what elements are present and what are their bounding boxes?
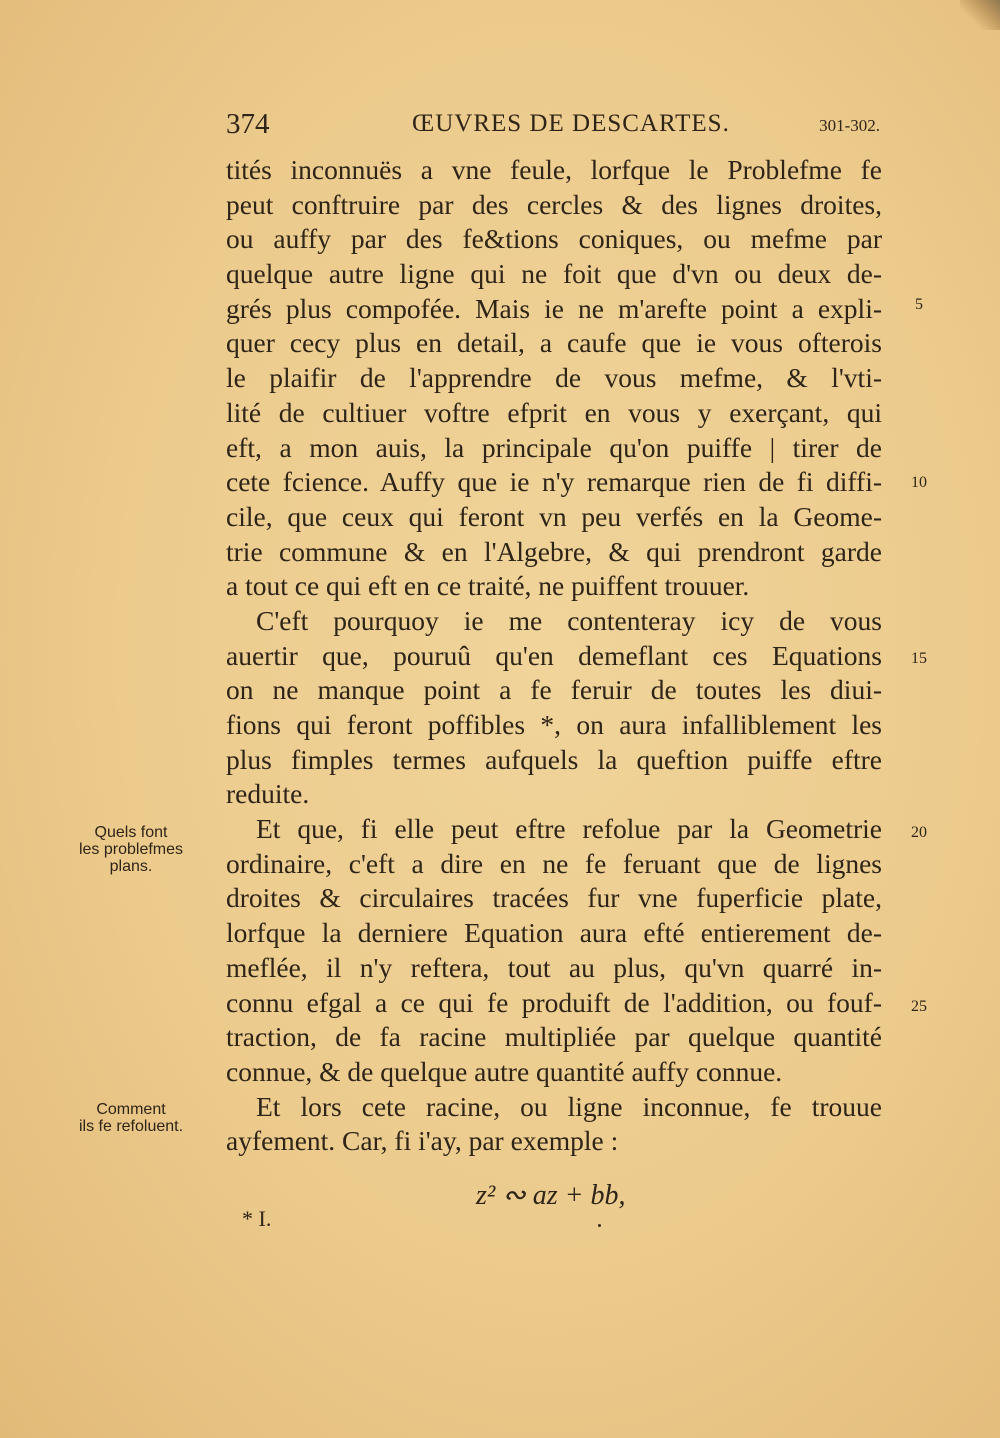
- margin-note-line: Comment: [96, 1101, 166, 1118]
- text-line: Et lors cete racine, ou ligne inconnue, fe trouue: [256, 1090, 882, 1122]
- text-line: cete fcience. Auffy que ie n'y remarque rien de fi diffi-: [226, 466, 882, 498]
- page-number: 374: [226, 108, 270, 140]
- text-line: droites & circulaires tracées fur vne fuperficie plate,: [226, 882, 882, 914]
- text-line: a tout ce qui eft en ce traité, ne puiffent trouuer.: [226, 570, 750, 602]
- text-line: quelque autre ligne qui ne foit que d'vn ou deux de-: [226, 258, 882, 290]
- body-text: [226, 153, 882, 1159]
- line-number-5: 5: [915, 296, 923, 313]
- line-number-20: 20: [911, 824, 927, 841]
- text-line: grés plus compofée. Mais ie ne m'arefte point a expli-: [226, 292, 882, 324]
- text-line: eft, a mon auis, la principale qu'on puiffe | tirer de: [226, 431, 882, 463]
- text-line: quer cecy plus en detail, a caufe que ie vous ofterois: [226, 327, 882, 359]
- line-number-25: 25: [911, 998, 927, 1015]
- text-line: reduite.: [226, 778, 310, 810]
- margin-note-solutions: [48, 1101, 214, 1135]
- page-corner-shadow: [960, 0, 1000, 30]
- text-line: Et que, fi elle peut eftre refolue par la Geometrie: [256, 813, 882, 845]
- running-title: ŒUVRES DE DESCARTES.: [412, 110, 730, 137]
- running-header: [226, 108, 886, 144]
- margin-note-line: Quels font: [94, 824, 168, 841]
- text-line: ordinaire, c'eft a dire en ne fe feruant que de lignes: [226, 847, 882, 879]
- text-line: plus fimples termes aufquels la queftion puiffe eftre: [226, 743, 882, 775]
- margin-note-line: plans.: [109, 858, 153, 875]
- text-line: trie commune & en l'Algebre, & qui prendront garde: [226, 535, 882, 567]
- margin-note-line: ils fe refoluent.: [78, 1118, 184, 1135]
- text-line: on ne manque point a fe feruir de toutes les diui-: [226, 674, 882, 706]
- text-line: ayfement. Car, fi i'ay, par exemple :: [226, 1125, 619, 1157]
- text-line: cile, que ceux qui feront vn peu verfés en la Geome-: [226, 500, 882, 532]
- footnote: * I.: [242, 1206, 272, 1231]
- text-line: meflée, il n'y reftera, tout au plus, qu'vn quarré in-: [226, 951, 882, 983]
- text-line: auertir que, pouruû qu'en demeflant ces Equations: [226, 639, 882, 671]
- margin-note-problems: [48, 824, 214, 875]
- text-line: connu efgal a ce qui fe produift de l'addition, ou fouf-: [226, 986, 882, 1018]
- line-number-10: 10: [911, 474, 927, 491]
- equation: z² ∾ az + bb,: [476, 1180, 626, 1211]
- line-number-15: 15: [911, 650, 927, 667]
- text-line: lité de cultiuer voftre efprit en vous y exerçant, qui: [226, 396, 882, 428]
- margin-note-line: les problefmes: [78, 841, 184, 858]
- text-line: le plaifir de l'apprendre de vous mefme, & l'vti-: [226, 362, 882, 394]
- text-line: peut conftruire par des cercles & des lignes droites,: [226, 188, 882, 220]
- edition-reference: 301-302.: [819, 116, 880, 135]
- text-line: connue, & de quelque autre quantité auffy connue.: [226, 1055, 783, 1087]
- text-line: ou auffy par des fe&tions coniques, ou mefme par: [226, 223, 882, 255]
- text-line: traction, de fa racine multipliée par quelque quantité: [226, 1021, 882, 1053]
- text-line: C'eft pourquoy ie me contenteray icy de vous: [256, 604, 882, 636]
- text-line: lorfque la derniere Equation aura efté entierement de-: [226, 917, 882, 949]
- text-line: tités inconnuës a vne feule, lorfque le Problefme fe: [226, 154, 882, 185]
- text-line: fions qui feront poffibles *, on aura infalliblement les: [226, 709, 882, 740]
- ink-dot: [598, 1224, 601, 1227]
